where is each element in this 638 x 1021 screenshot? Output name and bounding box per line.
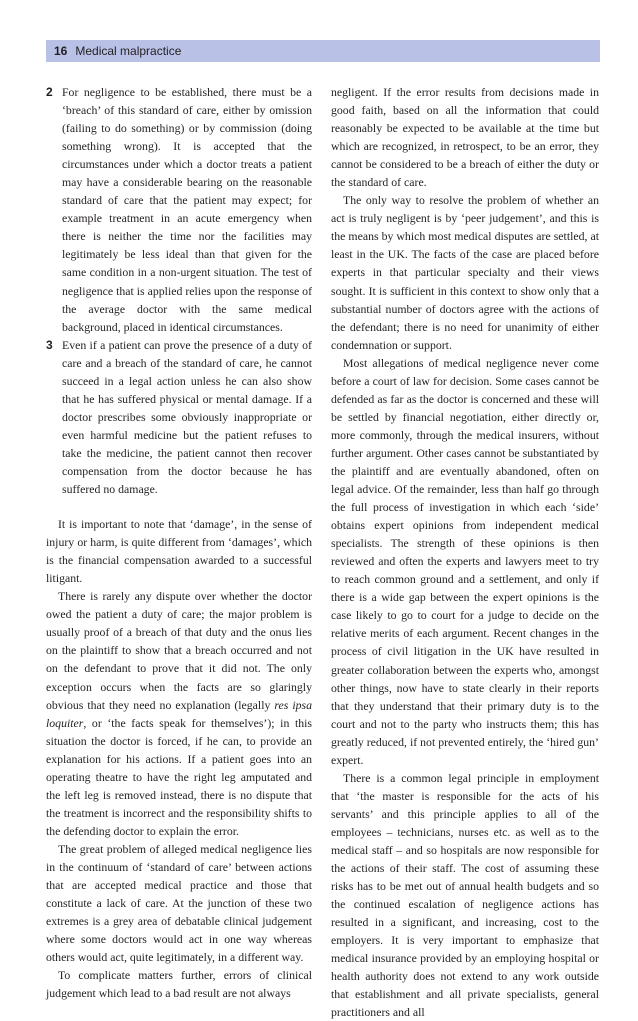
paragraph: Most allegations of medical negligence never come before a court of law for decision. Some cases cannot be defended as far as the doctor is concerned and these will be settled by financial negotiation, either directly or, more commonly, through the medical insurers, without further argument. Other cases cannot be substantiated by the plaintiff and are eventually abandoned, often on legal advice. Of the remainder, less than half go through the full process of investigation in which each ‘side’ obtains expert opinions from independent medical specialists. The strength of these opinions is then reviewed and often the experts and lawyers meet to try to reach common ground and a settlement, and only if there is a wide gap between the expert opinions is the case likely to go to court for a judge to decide on the relative merits of each argument. Recent changes in the process of civil litigation in the UK have resulted in greater collaboration between the experts who, amongst other things, now have to state clearly in their reports that they understand that their primary duty is to the court and not to the party who instructs them; this has greatly reduced, if not prevented entirely, the ‘hired gun’ expert.: [331, 355, 599, 767]
paragraph: [46, 587, 312, 840]
paragraph: The only way to resolve the problem of whether an act is truly negligent is by ‘peer judgement’, and this is the means by which most medical disputes are settled, at least in the UK. The facts of the case are placed before experts in that particular specialty and their views sought. It is sufficient in this context to show only that a substantial number of doctors agree with the actions of the defendant; there is no need for unanimity of either condemnation or support.: [331, 193, 599, 352]
left-column: [46, 83, 312, 1002]
paragraph: There is a common legal principle in employment that ‘the master is responsible for the acts of his servants’ and this principle applies to all of the employees – technicians, nurses etc. as well as to the medical staff – and so hospitals are now responsible for the actions of their staff. The cost of assuming these risks has to be met out of annual health budgets and so the continued escalation of negligence actions has resulted in a significant, and increasing, cost to the employers. It is very important to emphasize that medical insurance provided by an employing hospital or health authority does not extend to any work outside that establishment and all private specialists, general practitioners and all: [331, 770, 599, 1020]
running-title: Medical malpractice: [75, 44, 182, 58]
paragraph: negligent. If the error results from decisions made in good faith, based on all the information that could reasonably be expected to be available at the time but which are recognized, in retrospect, to be an error, they cannot be considered to be a breach of either the duty or the standard of care.: [331, 85, 599, 190]
paragraph: It is important to note that ‘damage’, in the sense of injury or harm, is quite different from ‘damages’, which is the financial compensation awarded to a successful litigant.: [46, 517, 312, 586]
latin-term: res ipsa loquiter: [46, 697, 312, 730]
item-number: 2: [46, 85, 53, 99]
numbered-item-2: [46, 83, 312, 336]
paragraph: The great problem of alleged medical negligence lies in the continuum of ‘standard of care’ between actions that are accepted medical practice and those that constitute a lack of care. At the junction of these two extremes is a grey area of debatable clinical judgement where some doctors would act in one way whereas others would act, quite legitimately, in a different way.: [46, 841, 312, 965]
paragraph-text: There is rarely any dispute over whether the doctor owed the patient a duty of care; the major problem is usually proof of a breach of that duty and the onus lies on the plaintiff to show that a breach occurred and not on the defendant to prove that it did not. The only exception occurs when the facts are so glaringly obvious that they need no explanation (legally: [46, 589, 312, 712]
item-number: 3: [46, 337, 53, 352]
page-number: 16: [54, 44, 68, 58]
paragraph-text: , or ‘the facts speak for themselves’); in this situation the doctor is forced, if he can, to provide an explanation for his actions. If a patient goes into an operating theatre to have the right leg amputated and the left leg is removed instead, there is no dispute that the treatment is incorrect and the responsibility shifts to the defending doctor to explain the error.: [46, 715, 312, 838]
paragraph: To complicate matters further, errors of clinical judgement which lead to a bad result are not always: [46, 968, 312, 1001]
item-text: Even if a patient can prove the presence of a duty of care and a breach of the standard of care, he cannot succeed in a legal action unless he can also show that he has suffered physical or mental damage. If a doctor prescribes some obviously inappropriate or even harmful medicine but the patient refuses to take the medicine, the patient cannot then recover compensation from the doctor because he has suffered no damage.: [62, 337, 312, 497]
running-header: [46, 40, 600, 62]
numbered-item-3: [46, 336, 312, 498]
item-text: For negligence to be established, there must be a ‘breach’ of this standard of care, either by omission (failing to do something) or by commission (doing something wrong). It is accepted that the circumstances under which a doctor treats a patient may have a considerable bearing on the reasonable standard of care that the patient may expect; for example treatment in an acute emergency when there is neither the time nor the facilities may legitimately be less ideal than that given for the same condition in a non-urgent situation. The test of negligence that is applied relies upon the response of the average doctor with the same medical background, placed in identical circumstances.: [62, 85, 312, 334]
right-column: [331, 83, 599, 1021]
